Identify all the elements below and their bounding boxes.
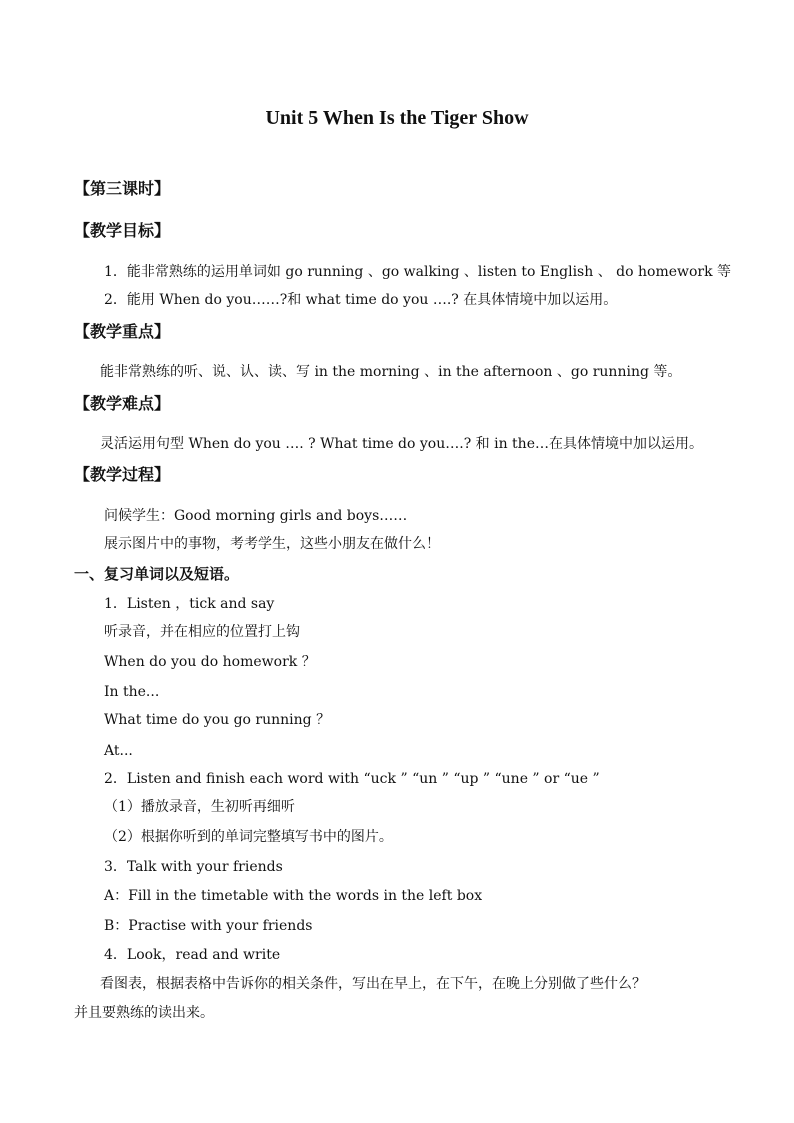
step-line: In the... <box>104 684 160 700</box>
key-point-text: 能非常熟练的听、说、认、读、写 in the morning 、in the afternoon 、go running 等。 <box>100 364 682 380</box>
step-line: A：Fill in the timetable with the words in the left box <box>104 888 483 904</box>
step-line: When do you do homework ？ <box>104 654 316 670</box>
step-line: B：Practise with your friends <box>104 918 313 934</box>
step-line: What time do you go running ？ <box>104 712 331 728</box>
section-process-heading: 【教学过程】 <box>74 465 171 484</box>
step-line: （2）根据你听到的单词完整填写书中的图片。 <box>104 829 393 845</box>
step-line: 1．Listen ，tick and say <box>104 596 275 612</box>
section-difficult-heading: 【教学难点】 <box>74 394 171 413</box>
section-key-heading: 【教学重点】 <box>74 322 171 341</box>
step-line: 听录音，并在相应的位置打上钩 <box>104 624 300 640</box>
goal-item-1: 1．能非常熟练的运用单词如 go running 、go walking 、listen to English 、 do homework 等 <box>104 264 732 280</box>
goal-item-2: 2．能用 When do you……?和 what time do you ….? 在具体情境中加以运用。 <box>104 292 618 308</box>
step-line: 4．Look，read and write <box>104 947 281 963</box>
part-one-heading: 一、复习单词以及短语。 <box>74 565 240 583</box>
section-goals-heading: 【教学目标】 <box>74 221 171 240</box>
step-line: （1）播放录音，生初听再细听 <box>104 799 295 815</box>
final-paragraph-line-2: 并且要熟练的读出来。 <box>74 1005 214 1021</box>
step-line: At... <box>104 743 133 759</box>
step-line: 2．Listen and finish each word with “uck ” “un ” “up ” “une ” or “ue ” <box>104 771 600 787</box>
process-show-pictures: 展示图片中的事物，考考学生，这些小朋友在做什么！ <box>104 536 440 552</box>
final-paragraph-line-1: 看图表，根据表格中告诉你的相关条件，写出在早上，在下午，在晚上分别做了些什么？ <box>100 976 646 992</box>
difficult-point-text: 灵活运用句型 When do you …. ? What time do you….? 和 in the…在具体情境中加以运用。 <box>100 436 703 452</box>
document-title: Unit 5 When Is the Tiger Show <box>265 107 529 129</box>
section-lesson-heading: 【第三课时】 <box>74 179 171 198</box>
process-greeting: 问候学生：Good morning girls and boys…… <box>104 508 408 524</box>
step-line: 3．Talk with your friends <box>104 859 283 875</box>
